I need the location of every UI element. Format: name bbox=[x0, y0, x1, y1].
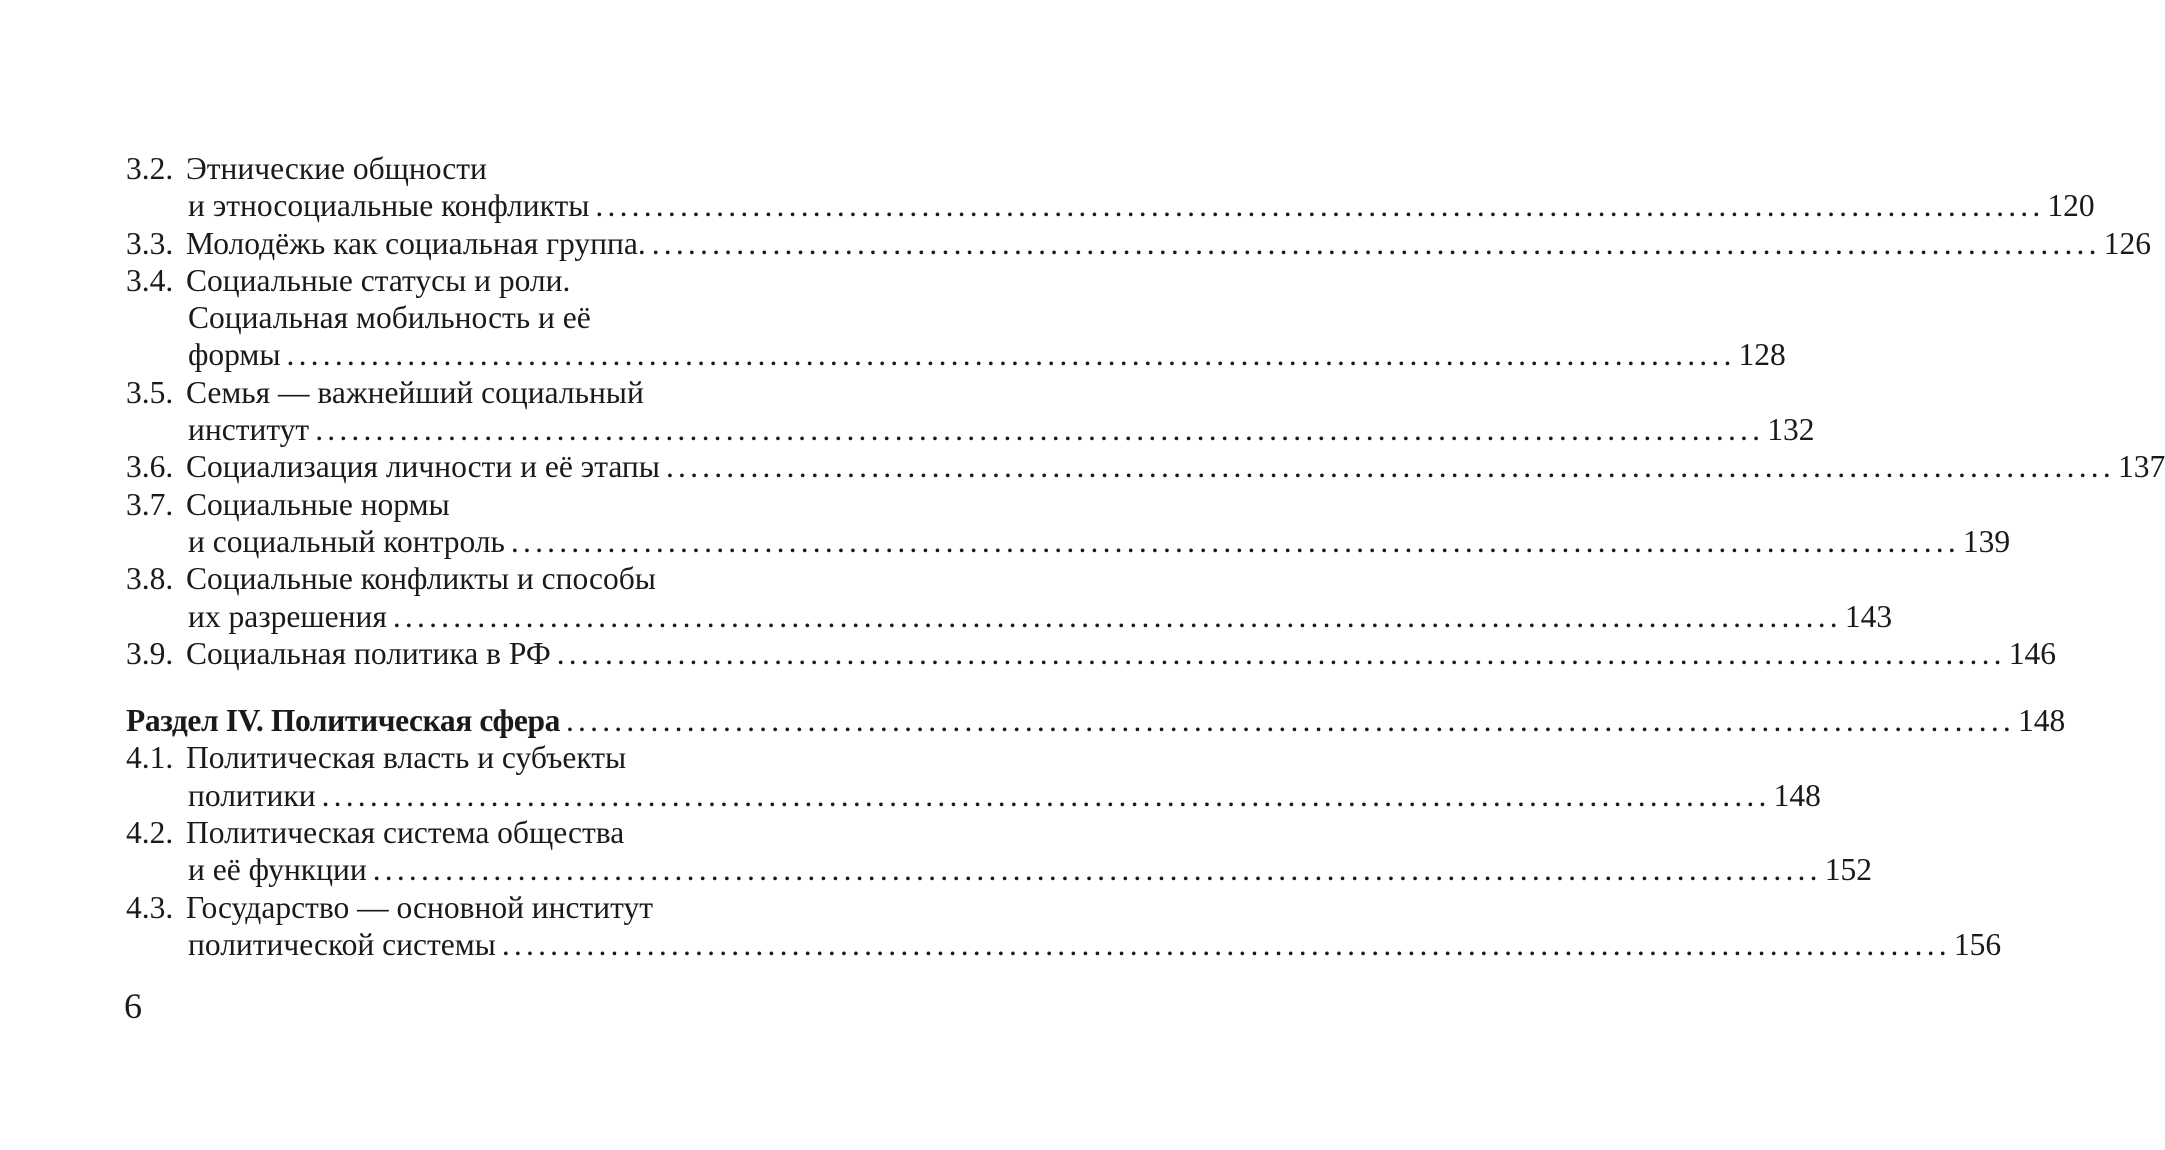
toc-entry-3-8-continuation bbox=[126, 598, 1893, 635]
dot-leader: ........................................................................................................................ bbox=[556, 635, 2006, 671]
dot-leader: ........................................................................................................................ bbox=[392, 598, 1842, 634]
dot-leader: ........................................................................................................................ bbox=[321, 777, 1771, 813]
entry-number: 4.2. bbox=[126, 815, 174, 851]
entry-title: институт bbox=[188, 412, 310, 448]
entry-title: Социальная политика в РФ bbox=[186, 635, 551, 671]
entry-title: Социальные конфликты и способы bbox=[186, 561, 656, 597]
toc-entry-4-1-continuation bbox=[126, 777, 1821, 814]
section-gap bbox=[126, 672, 772, 702]
section-title: Раздел IV. Политическая сфера bbox=[126, 703, 560, 739]
entry-page-number: 132 bbox=[1767, 412, 1815, 448]
entry-title: Социализация личности и её этапы bbox=[186, 449, 660, 485]
entry-page-number: 137 bbox=[2117, 449, 2165, 485]
entry-title: Социальные нормы bbox=[186, 486, 450, 522]
entry-number: 3.6. bbox=[126, 449, 174, 485]
toc-entry-3-5-continuation bbox=[126, 411, 1815, 448]
entry-title: и социальный контроль bbox=[188, 523, 505, 559]
dot-leader: ........................................................................................................................ bbox=[651, 225, 2101, 261]
entry-title: Семья — важнейший социальный bbox=[186, 374, 644, 410]
entry-page-number: 128 bbox=[1738, 337, 1786, 373]
dot-leader: ........................................................................................................................ bbox=[286, 337, 1736, 373]
toc-entry-4-1 bbox=[126, 739, 772, 776]
toc-entry-4-3-continuation bbox=[126, 926, 2002, 963]
entry-page-number: 152 bbox=[1824, 852, 1872, 888]
toc-entry-3-2 bbox=[126, 150, 772, 187]
toc-entry-3-7-continuation bbox=[126, 523, 2011, 560]
entry-title: политической системы bbox=[188, 926, 496, 962]
dot-leader: ........................................................................................................................ bbox=[665, 449, 2115, 485]
entry-number: 4.3. bbox=[126, 889, 174, 925]
entry-title: политики bbox=[188, 777, 316, 813]
toc-entry-3-5 bbox=[126, 374, 772, 411]
entry-number: 3.4. bbox=[126, 262, 174, 298]
dot-leader: ........................................................................................................................ bbox=[595, 188, 2045, 224]
toc-entry-3-4-continuation bbox=[126, 299, 772, 336]
entry-title: Государство — основной институт bbox=[186, 889, 653, 925]
toc-entry-3-2-continuation bbox=[126, 187, 2095, 224]
entry-number: 3.8. bbox=[126, 561, 174, 597]
toc-entry-4-3 bbox=[126, 889, 772, 926]
entry-page-number: 148 bbox=[1773, 777, 1821, 813]
entry-title: и её функции bbox=[188, 852, 367, 888]
entry-title: формы bbox=[188, 337, 281, 373]
entry-page-number: 120 bbox=[2047, 188, 2095, 224]
entry-number: 3.3. bbox=[126, 225, 174, 261]
toc-section-heading bbox=[126, 702, 2066, 739]
entry-page-number: 143 bbox=[1844, 598, 1893, 634]
toc-entry-3-3 bbox=[126, 225, 2151, 262]
toc-entry-4-2-continuation bbox=[126, 851, 1872, 888]
toc-entry-4-2 bbox=[126, 814, 772, 851]
entry-title: Политическая система общества bbox=[186, 815, 625, 851]
toc-entry-3-4 bbox=[126, 262, 772, 299]
entry-title: их разрешения bbox=[188, 598, 387, 634]
entry-page-number: 146 bbox=[2008, 635, 2056, 671]
entry-title: и этносоциальные конфликты bbox=[188, 188, 590, 224]
entry-title: Политическая власть и субъекты bbox=[186, 740, 627, 776]
entry-number: 3.9. bbox=[126, 635, 174, 671]
entry-title: Социальная мобильность и её bbox=[188, 300, 591, 336]
dot-leader: ........................................................................................................................ bbox=[501, 926, 1951, 962]
entry-page-number: 126 bbox=[2103, 225, 2151, 261]
dot-leader: ........................................................................................................................ bbox=[510, 523, 1960, 559]
dot-leader: ........................................................................................................................ bbox=[315, 412, 1765, 448]
entry-number: 3.5. bbox=[126, 374, 174, 410]
entry-page-number: 156 bbox=[1953, 926, 2002, 962]
toc-entry-3-8 bbox=[126, 560, 772, 597]
dot-leader: ........................................................................................................................ bbox=[565, 703, 2015, 739]
dot-leader: ........................................................................................................................ bbox=[372, 852, 1822, 888]
entry-page-number: 139 bbox=[1962, 523, 2011, 559]
entry-number: 3.2. bbox=[126, 151, 174, 186]
section-page-number: 148 bbox=[2017, 703, 2066, 739]
entry-number: 3.7. bbox=[126, 486, 174, 522]
table-of-contents bbox=[126, 150, 2165, 963]
toc-entry-3-6 bbox=[126, 448, 2165, 485]
toc-entry-3-9 bbox=[126, 635, 2056, 672]
entry-number: 4.1. bbox=[126, 740, 174, 776]
entry-title: Социальные статусы и роли. bbox=[186, 262, 571, 298]
entry-title: Молодёжь как социальная группа. bbox=[186, 225, 646, 261]
toc-entry-3-4-continuation bbox=[126, 336, 1786, 373]
entry-title: Этнические общности bbox=[186, 151, 487, 186]
toc-entry-3-7 bbox=[126, 486, 772, 523]
page-number: 6 bbox=[124, 986, 142, 1026]
